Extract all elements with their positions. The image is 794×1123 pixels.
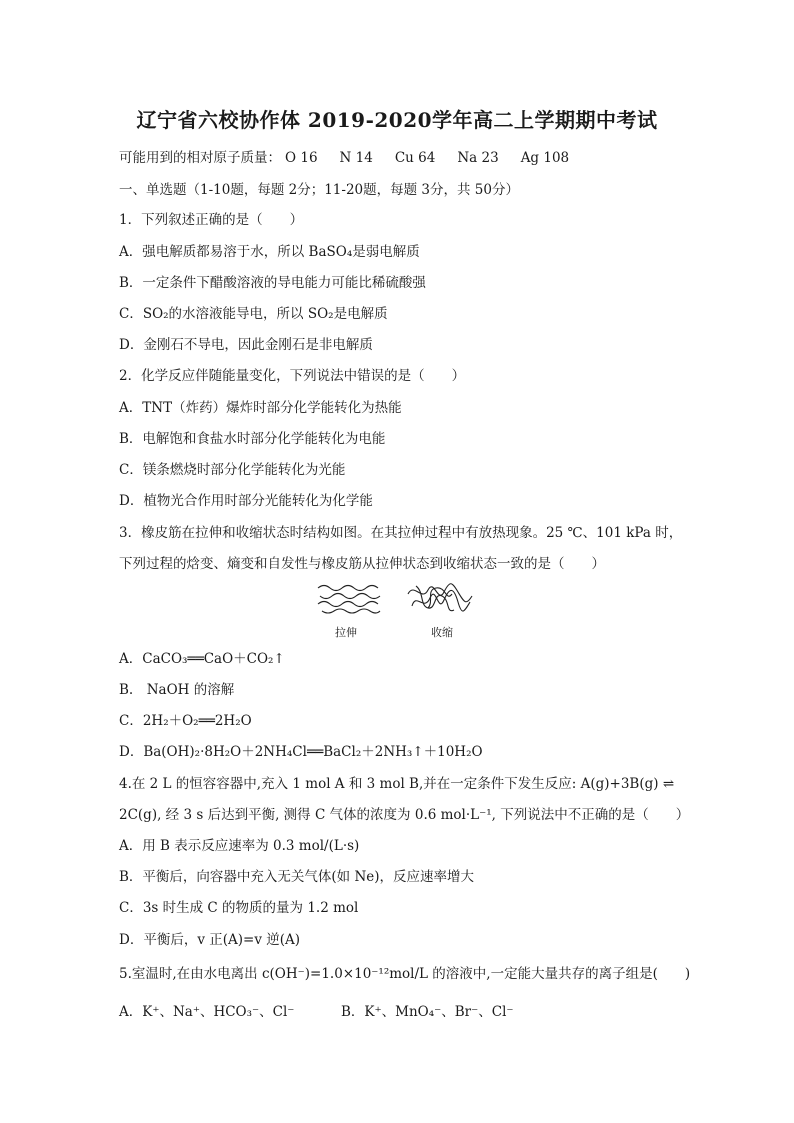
question-2-option-d: D．植物光合作用时部分光能转化为化学能 (119, 493, 373, 509)
atomic-mass-na: Na 23 (457, 150, 499, 166)
question-2-option-c: C．镁条燃烧时部分化学能转化为光能 (119, 462, 346, 478)
atomic-mass-n: N 14 (339, 150, 373, 166)
question-5-option-a: A．K⁺、Na⁺、HCO₃⁻、Cl⁻ (119, 1004, 295, 1020)
figure-label-contracted: 收缩 (431, 626, 453, 639)
question-4-option-b: B．平衡后，向容器中充入无关气体(如 Ne)，反应速率增大 (119, 869, 475, 885)
section-heading: 一、单选题（1-10题，每题 2分；11-20题，每题 3分，共 50分） (119, 182, 519, 198)
question-5-option-b: B．K⁺、MnO₄⁻、Br⁻、Cl⁻ (341, 1004, 514, 1020)
question-2-option-a: A．TNT（炸药）爆炸时部分化学能转化为热能 (119, 400, 402, 416)
question-3-option-d: D．Ba(OH)₂·8H₂O＋2NH₄Cl══BaCl₂＋2NH₃↑＋10H₂O (119, 744, 483, 760)
atomic-masses-line (119, 146, 591, 166)
question-1-option-b: B．一定条件下醋酸溶液的导电能力可能比稀硫酸强 (119, 275, 426, 291)
question-2-stem: 2．化学反应伴随能量变化，下列说法中错误的是（ ） (119, 368, 466, 384)
atomic-mass-o: O 16 (285, 150, 318, 166)
question-3-option-b: B. NaOH 的溶解 (119, 682, 235, 698)
question-4-option-d: D．平衡后，v 正(A)=v 逆(A) (119, 932, 301, 948)
question-1-option-d: D．金刚石不导电，因此金刚石是非电解质 (119, 337, 373, 353)
question-3-stem-line-2: 下列过程的焓变、熵变和自发性与橡皮筋从拉伸状态到收缩状态一致的是（ ） (119, 556, 605, 572)
contracted-chains (408, 584, 472, 611)
question-1-option-c: C．SO₂的水溶液能导电，所以 SO₂是电解质 (119, 306, 388, 322)
figure-label-stretched: 拉伸 (335, 626, 357, 639)
stretched-chains (318, 586, 380, 614)
question-4-option-c: C．3s 时生成 C 的物质的量为 1.2 mol (119, 900, 359, 916)
atomic-mass-ag: Ag 108 (520, 150, 570, 166)
question-3-option-a: A．CaCO₃══CaO＋CO₂↑ (119, 651, 285, 667)
question-2-option-b: B．电解饱和食盐水时部分化学能转化为电能 (119, 431, 386, 447)
page-title: 辽宁省六校协作体 2019-2020学年高二上学期期中考试 (136, 108, 658, 132)
atomic-masses-label: 可能用到的相对原子质量： (119, 150, 281, 166)
question-3-option-c: C．2H₂＋O₂══2H₂O (119, 713, 252, 729)
question-3-stem-line-1: 3．橡皮筋在拉伸和收缩状态时结构如图。在其拉伸过程中有放热现象。25 ℃、101 kPa 时， (119, 525, 683, 541)
question-5-stem: 5.室温时,在由水电离出 c(OH⁻)=1.0×10⁻¹²mol/L 的溶液中,一定能大量共存的离子组是( ) (119, 966, 691, 982)
question-1-option-a: A．强电解质都易溶于水，所以 BaSO₄是弱电解质 (119, 244, 420, 260)
question-4-option-a: A．用 B 表示反应速率为 0.3 mol/(L·s) (119, 838, 360, 854)
question-4-stem-line-1: 4.在 2 L 的恒容容器中,充入 1 mol A 和 3 mol B,并在一定条件下发生反应: A(g)+3B(g) ⇌ (119, 776, 675, 792)
question-4-stem-line-2: 2C(g), 经 3 s 后达到平衡, 测得 C 气体的浓度为 0.6 mol·L⁻¹, 下列说法中不正确的是（ ） (119, 807, 690, 823)
question-1-stem: 1．下列叙述正确的是（ ） (119, 212, 304, 228)
atomic-mass-cu: Cu 64 (394, 150, 436, 166)
